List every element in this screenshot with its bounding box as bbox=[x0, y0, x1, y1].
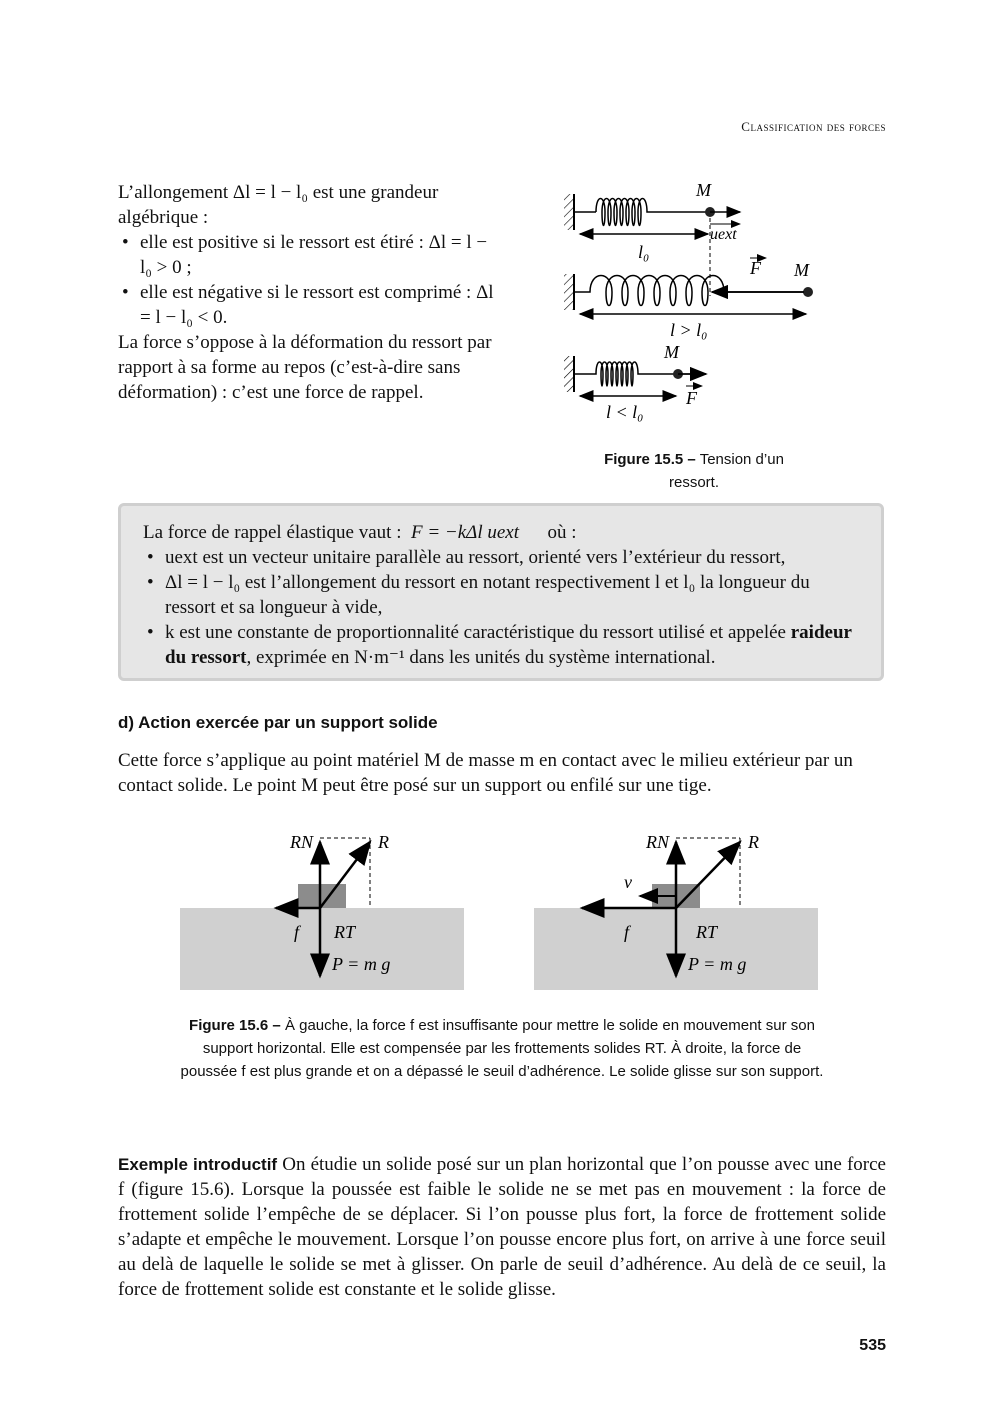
intro-closing: La force s’oppose à la déformation du ressort par rapport à sa forme au repos (c’est-à-dire sans déformation) : c’est une force de rappel. bbox=[118, 332, 492, 403]
spring-stretched bbox=[574, 276, 806, 306]
box-item: • Δl = l − l₀ est l’allongement du ressort en notant respectivement l et l₀ la longueur du ressort et sa longueur à vide, bbox=[165, 570, 863, 620]
label-rn: RN bbox=[646, 832, 670, 852]
page-number: 535 bbox=[859, 1337, 886, 1354]
wall-hatch bbox=[564, 194, 574, 230]
figure-caption bbox=[580, 448, 808, 494]
example-text: On étudie un solide posé sur un plan horizontal que l’on pousse avec une force f (figure 15.6). Lorsque la poussée est faible le solide ne se met pas en mouvement : la force de frottement solide l’empêche de se déplacer. Si l’on pousse plus fort, la force de frottement solide s’adapte et empêche le mouvement. Lorsque l’on pousse encore plus fort, on arrive à une force seuil au delà de laquelle le solide se met à glisser. On parle de seuil d’adhérence. Au delà de ce seuil, la force de frottement solide est constante et le solide glisse. bbox=[118, 1154, 886, 1300]
support-surface bbox=[180, 908, 464, 990]
label-m: M bbox=[794, 260, 809, 280]
box-lead: La force de rappel élastique vaut : bbox=[143, 522, 402, 543]
bold-term: raideur du ressort bbox=[165, 622, 852, 668]
label-uext: uext bbox=[710, 226, 737, 243]
caption-number: Figure 15.5 – bbox=[604, 451, 696, 468]
label-rt: RT bbox=[696, 922, 718, 942]
running-header: Classification des forces bbox=[741, 119, 886, 134]
section-heading: d) Action exercée par un support solide bbox=[118, 713, 438, 732]
intro-bullet: • elle est négative si le ressort est comprimé : Δl = l − l₀ < 0. bbox=[140, 280, 496, 330]
box-list bbox=[143, 545, 863, 670]
intro-line: L’allongement Δl = l − l₀ est une grandeur algébrique : bbox=[118, 182, 439, 228]
spring-figure bbox=[560, 178, 830, 430]
label-m: M bbox=[696, 180, 711, 200]
support-figure bbox=[180, 820, 820, 992]
label-p: P = m g bbox=[332, 954, 391, 974]
spring-rest bbox=[596, 199, 708, 226]
label-l-gt: l > l₀ bbox=[670, 320, 708, 340]
label-rt: RT bbox=[334, 922, 356, 942]
label-v: v bbox=[624, 872, 632, 892]
label-r: R bbox=[378, 832, 389, 852]
box-formula: F = −kΔl uext bbox=[411, 522, 520, 543]
caption-number: Figure 15.6 – bbox=[189, 1017, 281, 1034]
figure-caption bbox=[176, 1014, 828, 1083]
section-paragraph: Cette force s’applique au point matériel M de masse m en contact avec le milieu extérieur par un contact solide. Le point M peut être posé sur un support ou enfilé sur une tige. bbox=[118, 750, 853, 796]
intro-text bbox=[118, 180, 496, 405]
example-paragraph bbox=[118, 1152, 886, 1302]
caption-text: Tension d’un ressort. bbox=[668, 451, 784, 491]
spring-compressed bbox=[574, 362, 676, 386]
caption-text: À gauche, la force f est insuffisante pour mettre le solide en mouvement sur son support horizontal. Elle est compensée par les frottements solides RT. À droite, la force de poussée f est plus grande et on a dépassé le seuil d’adhérence. Le solide glisse sur son support. bbox=[180, 1017, 824, 1080]
label-f: f bbox=[294, 922, 300, 942]
label-r: R bbox=[748, 832, 759, 852]
label-p: P = m g bbox=[688, 954, 747, 974]
intro-bullet: • elle est positive si le ressort est étiré : Δl = l − l₀ > 0 ; bbox=[140, 230, 496, 280]
intro-list bbox=[118, 230, 496, 330]
label-f: F bbox=[750, 258, 761, 278]
definition-box bbox=[118, 503, 884, 681]
label-f: F bbox=[686, 388, 697, 408]
box-where: où : bbox=[547, 522, 577, 543]
box-lead-line bbox=[143, 520, 863, 545]
label-l-lt: l < l₀ bbox=[606, 402, 644, 422]
label-m: M bbox=[664, 342, 679, 362]
label-rn: RN bbox=[290, 832, 314, 852]
box-item: • uext est un vecteur unitaire parallèle au ressort, orienté vers l’extérieur du ressort, bbox=[165, 545, 863, 570]
label-f: f bbox=[624, 922, 630, 942]
example-lead: Exemple introductif bbox=[118, 1155, 278, 1174]
label-l0: l₀ bbox=[638, 242, 650, 262]
box-item: • k est une constante de proportionnalité caractéristique du ressort utilisé et appelée raideur du ressort, exprimée en N·m⁻¹ dans les unités du système international. bbox=[165, 620, 863, 670]
